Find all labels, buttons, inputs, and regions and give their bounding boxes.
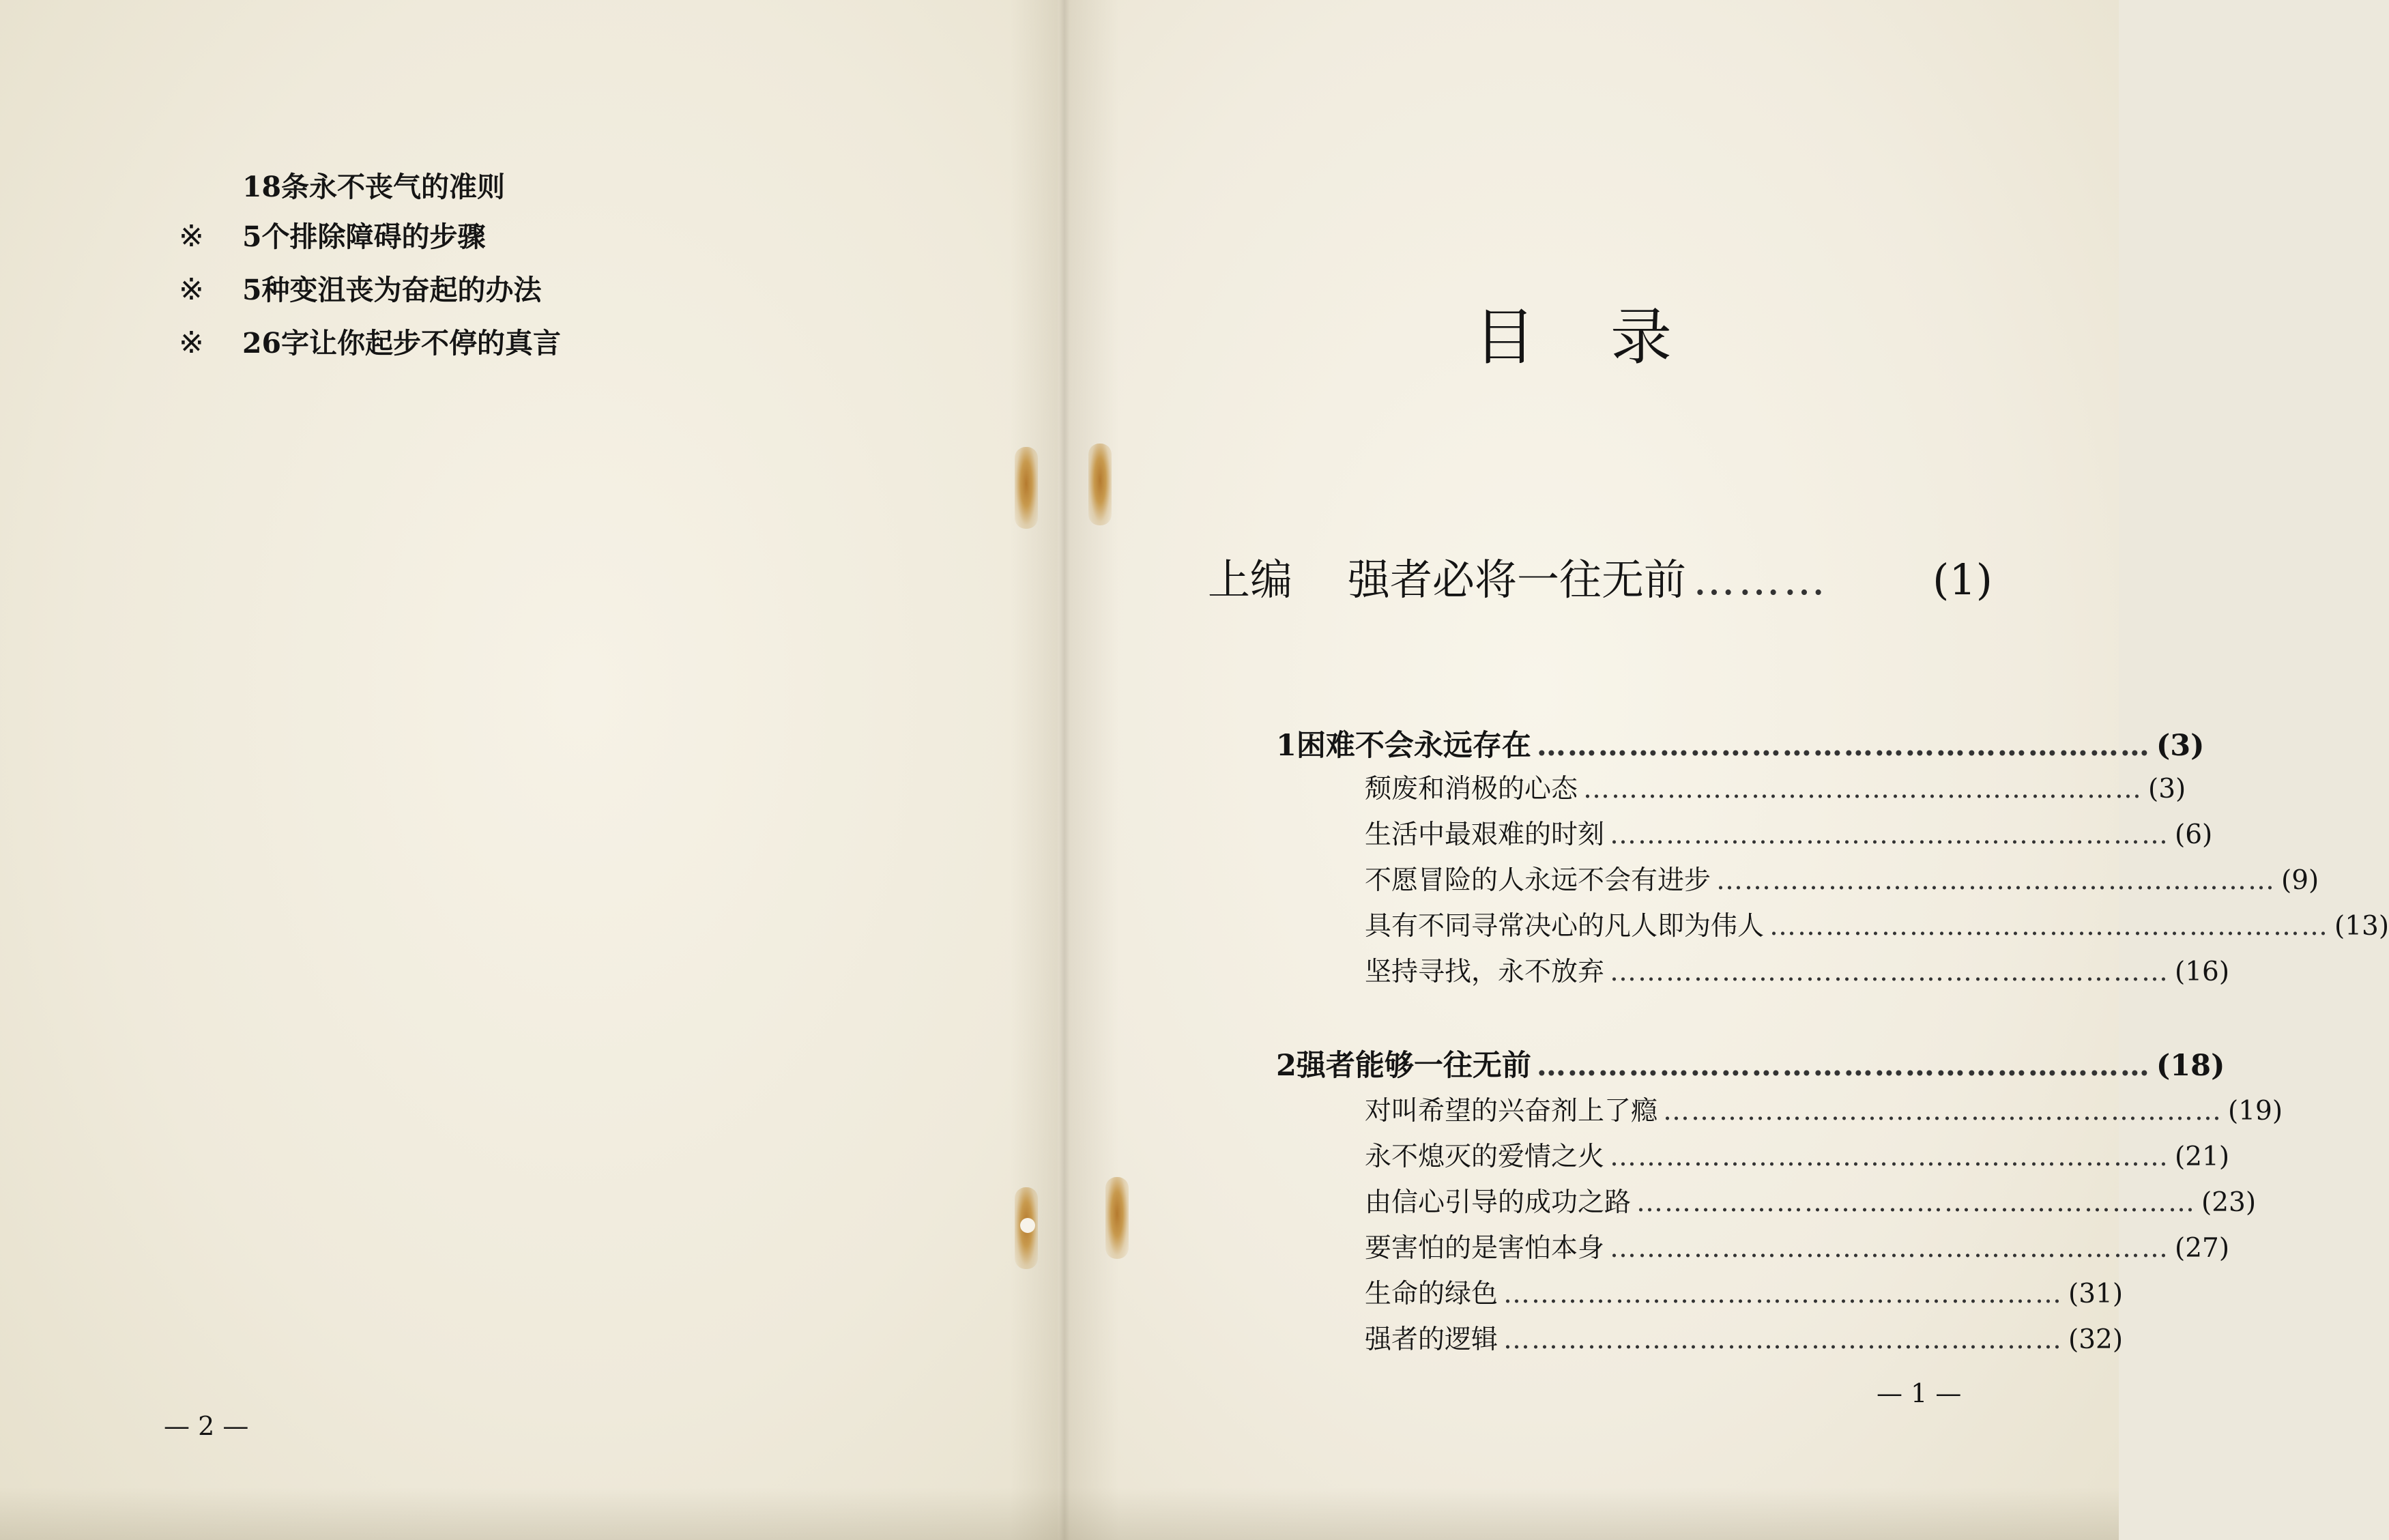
section-title: 强者的逻辑 <box>1365 1324 1498 1355</box>
leader-dots: …………………………………………………… <box>1769 911 2330 942</box>
reference-mark-icon: ※ <box>179 219 204 254</box>
section-page: (27) <box>2175 1233 2230 1264</box>
leader-dots: …………………………………………………… <box>1503 1324 2064 1355</box>
section-page: (32) <box>2068 1324 2124 1355</box>
toc-section <box>1365 1322 2124 1359</box>
section-page: (16) <box>2175 957 2230 987</box>
leader-dots: …………………………………………………… <box>1716 865 2276 896</box>
chapter-number: 2 <box>1276 1049 1297 1083</box>
leader-dots: …………………………………………………… <box>1583 774 2143 804</box>
toc-section <box>1365 817 2213 854</box>
left-page <box>0 0 1058 1540</box>
leader-dots: …………………………………………………… <box>1610 1233 2170 1264</box>
toc-section <box>1365 862 2319 899</box>
toc-section <box>1365 1185 2257 1221</box>
blurb-list <box>179 164 561 370</box>
section-page: (31) <box>2068 1279 2124 1309</box>
toc-section <box>1365 1139 2230 1176</box>
section-title: 要害怕的是害怕本身 <box>1365 1233 1605 1264</box>
part-title: 强者必将一往无前 <box>1348 555 1687 605</box>
blurb-item <box>179 263 561 317</box>
blurb-item-text: 5种变沮丧为奋起的办法 <box>242 274 542 306</box>
show-through-text <box>123 478 928 1365</box>
toc-part-heading <box>1208 553 1993 607</box>
section-page: (9) <box>2281 865 2319 896</box>
blurb-item-text: 26字让你起步不停的真言 <box>242 327 562 360</box>
chapter-number: 1 <box>1276 729 1297 763</box>
toc-section <box>1365 1093 2283 1130</box>
section-title: 对叫希望的兴奋剂上了瘾 <box>1365 1096 1658 1127</box>
blurb-title: 18条永不丧气的准则 <box>242 171 506 203</box>
blurb-item <box>179 317 561 370</box>
reference-mark-icon: ※ <box>179 272 204 307</box>
section-page: (19) <box>2228 1096 2283 1127</box>
leader-dots: …………………………………………………… <box>1610 1142 2170 1172</box>
toc-section <box>1365 771 2186 808</box>
toc-section <box>1365 1230 2230 1267</box>
chapter-title: 强者能够一往无前 <box>1296 1049 1531 1083</box>
section-page: (13) <box>2334 911 2389 942</box>
blurb-item-text: 5个排除障碍的步骤 <box>242 220 486 253</box>
section-title: 不愿冒险的人永远不会有进步 <box>1365 865 1711 896</box>
chapter-page: (18) <box>2156 1049 2225 1083</box>
section-page: (3) <box>2148 774 2186 804</box>
section-title: 由信心引导的成功之路 <box>1365 1187 1632 1218</box>
toc-chapter <box>1276 1046 2225 1086</box>
leader-dots: …………………………………………………… <box>1536 1049 2151 1083</box>
staple-stain <box>1015 447 1038 529</box>
toc-section <box>1365 954 2230 991</box>
section-page: (6) <box>2175 819 2213 850</box>
leader-dots: …………………………………………………… <box>1636 1187 2197 1218</box>
leader-dots: …………………………………………………… <box>1610 957 2170 987</box>
toc-section <box>1365 1276 2124 1313</box>
section-title: 生命的绿色 <box>1365 1279 1498 1309</box>
page-edge-shadow <box>0 1487 2119 1540</box>
section-title: 具有不同寻常决心的凡人即为伟人 <box>1365 911 1765 942</box>
toc-title: 目录 <box>1474 302 1747 374</box>
book-gutter <box>1010 0 1119 1540</box>
section-title: 生活中最艰难的时刻 <box>1365 819 1605 850</box>
toc-chapter <box>1276 726 2205 766</box>
page-number-left: — 2 — <box>164 1411 249 1441</box>
leader-dots: …………………………………………………… <box>1663 1096 2223 1127</box>
reference-mark-icon: ※ <box>179 325 204 360</box>
section-title: 颓废和消极的心态 <box>1365 774 1578 804</box>
part-page: (1) <box>1932 555 1993 605</box>
leader-dots: …………………………………………………… <box>1503 1279 2064 1309</box>
section-page: (23) <box>2201 1187 2257 1218</box>
leader-dots: ……… <box>1693 555 1829 605</box>
toc-section <box>1365 908 2389 945</box>
page-number-right: — 1 — <box>1877 1378 1962 1408</box>
section-page: (21) <box>2175 1142 2230 1172</box>
chapter-title: 困难不会永远存在 <box>1296 729 1531 763</box>
staple-stain <box>1105 1177 1129 1259</box>
chapter-page: (3) <box>2156 729 2205 763</box>
blurb-item <box>179 210 561 263</box>
section-title: 永不熄灭的爱情之火 <box>1365 1142 1605 1172</box>
staple-hole <box>1020 1218 1035 1233</box>
section-title: 坚持寻找，永不放弃 <box>1365 957 1605 987</box>
leader-dots: …………………………………………………… <box>1536 729 2151 763</box>
part-label: 上编 <box>1208 555 1293 605</box>
leader-dots: …………………………………………………… <box>1610 819 2170 850</box>
staple-stain <box>1088 444 1112 525</box>
